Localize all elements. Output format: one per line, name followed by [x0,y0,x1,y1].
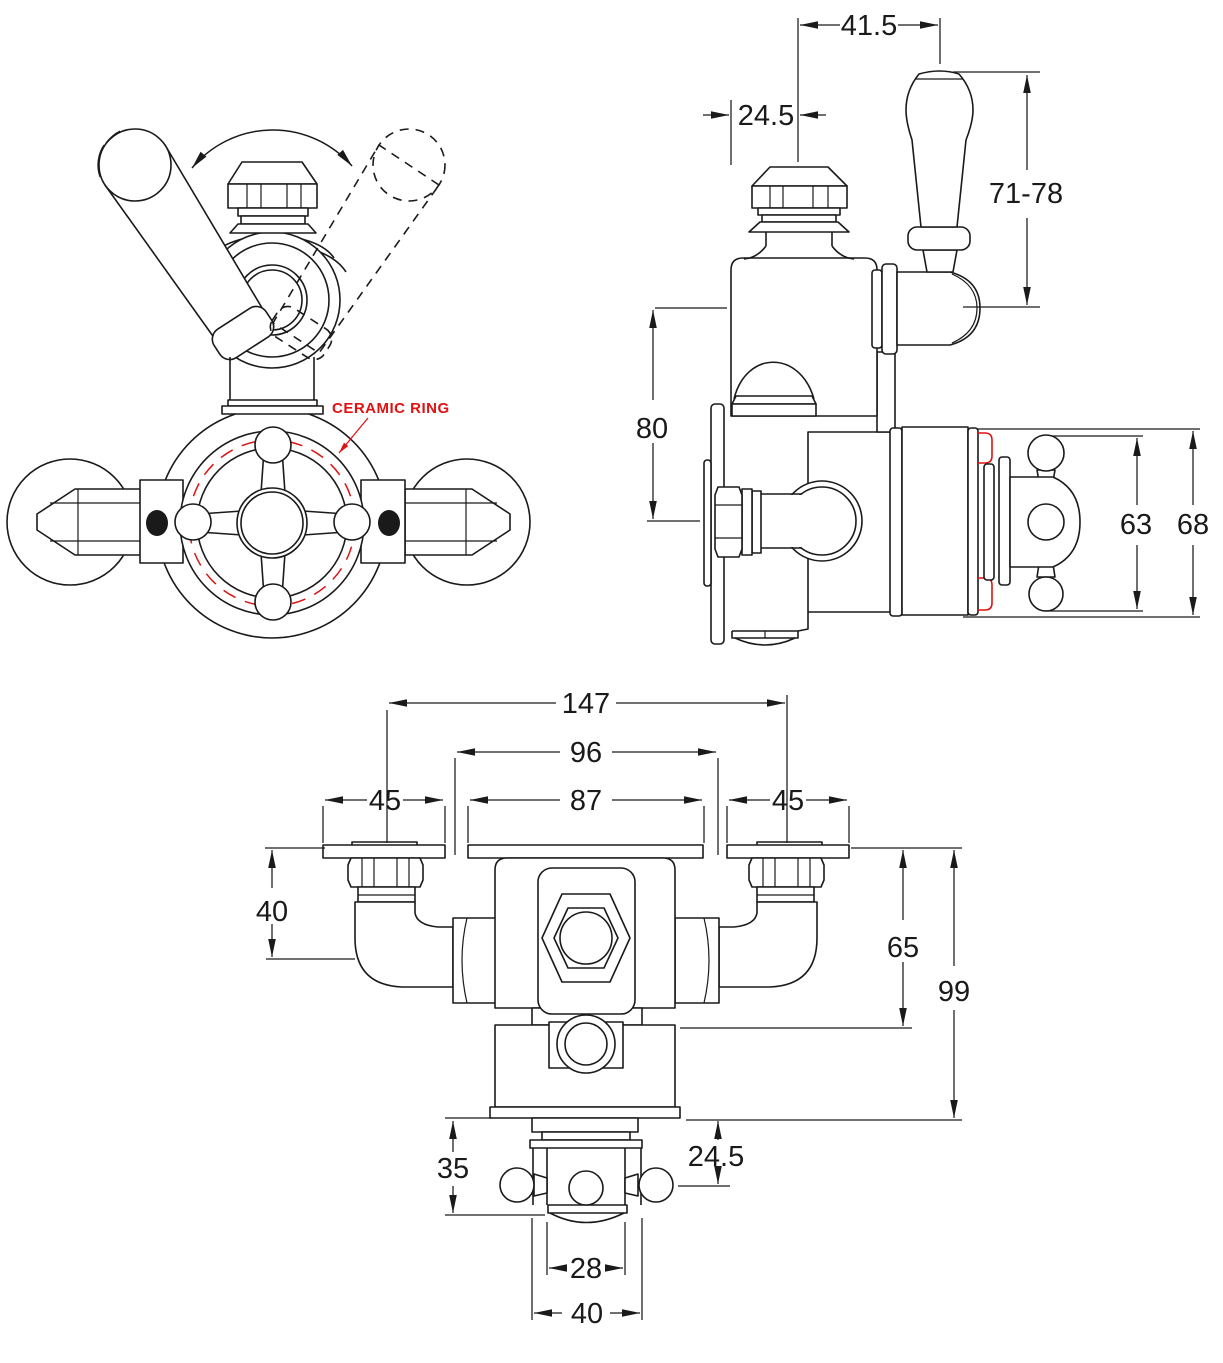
inlet-ring [752,491,761,553]
union-collar-ring [238,208,308,216]
handle-escutcheon-plate [999,457,1010,585]
cross-knob-bottom-side [1029,577,1063,611]
handle-plate [530,1140,642,1148]
wall-plate-right-edge [727,845,849,858]
body-base-flange [490,1107,680,1118]
cross-knob-right [334,504,370,540]
dim-87-label: 87 [569,785,603,817]
lever-handle-side [906,71,973,227]
dim-24-5-label: 24.5 [737,100,795,132]
dim-63-label: 63 [1119,509,1153,541]
outlet-ring-band [542,1132,630,1140]
top-outlet-tube [731,258,877,416]
wall-plate-edge-front [704,460,711,586]
side-view [636,10,1209,645]
lever-spindle-housing [897,272,980,345]
union-ring [758,208,840,215]
dim-35-label: 35 [436,1153,470,1185]
handle-escutcheon-plate [984,464,994,580]
tube-skirt [732,396,816,404]
neck-collar [228,400,317,406]
outlet-neck [532,1118,638,1132]
union-skirt-side [749,222,849,232]
neck-collar [222,406,323,414]
knob-neck [625,1174,638,1196]
cross-knob-center-bottom [569,1171,603,1205]
body-boss-right [675,918,719,1003]
inlet-collar [742,489,752,555]
tube-collar [732,404,816,416]
cartridge-flange [968,428,978,615]
union-nut-dome-side [752,167,847,186]
dim-80-label: 80 [635,413,669,445]
union-collar-ring [241,216,305,224]
cross-knob-top [255,427,291,463]
dim-96-label: 96 [569,737,603,769]
lever-knob-end [99,129,171,201]
body-boss-left [453,918,497,1003]
lever-stem [923,250,957,272]
cross-knob-left-bottom [500,1168,534,1202]
neck-fairing [832,246,854,259]
inlet-elbow-left [355,902,453,987]
dim-147-label: 147 [561,688,611,720]
body-step [877,352,895,432]
cartridge-flange [890,428,902,616]
knob-neck [534,1174,547,1196]
lever-boss-flange [872,270,882,348]
dim-71-78-label: 71-78 [988,178,1064,210]
bottom-view [256,688,970,1330]
union-ring [762,215,836,222]
handle-base-plate [548,1205,627,1213]
center-plate-edge [468,845,703,858]
inlet-hex-side [715,487,742,557]
dim-28-label: 28 [569,1253,603,1285]
union-nut-body [228,184,317,208]
retaining-clip-bottom [977,578,992,610]
cross-knob-right-bottom [639,1168,673,1202]
bottom-cap-arc [735,638,795,645]
lever-collar [908,227,970,250]
fixing-screw-right [378,510,400,536]
dim-41-5-label: 41.5 [840,10,898,42]
cross-knob-left [175,504,211,540]
wall-plate-left-edge [323,845,445,858]
cartridge-body [902,427,968,615]
inlet-hex-right-bottom [749,858,824,887]
union-skirt [230,224,316,233]
union-nut-dome [228,162,317,184]
ceramic-ring-label: CERAMIC RING [332,400,450,417]
fixing-screw-left [146,510,168,536]
cross-knob-front-side [1028,504,1064,540]
dim-45L-label: 45 [368,785,402,817]
inlet-hex-left-bottom [348,858,423,887]
dim-65-label: 65 [886,932,920,964]
dim-99-label: 99 [937,976,971,1008]
handle-dome-arc [550,1213,624,1223]
union-nut-body-side [752,186,847,208]
bottom-outlet-cap [732,612,808,638]
cross-knob-bottom [255,584,291,620]
cross-hub-inner [241,492,303,554]
dim-68-label: 68 [1176,509,1210,541]
front-view [7,129,530,638]
lever-boss-flange [882,264,897,354]
dim-40L-label: 40 [255,896,289,928]
neck-fairing [744,246,766,259]
port-bore [560,912,612,964]
outlet-bore [565,1023,607,1065]
dim-24-5B-label: 24.5 [687,1141,745,1173]
dim-40B-label: 40 [570,1298,604,1330]
cross-knob-top-side [1028,435,1064,471]
inlet-elbow-right [719,902,817,987]
retaining-clip-top [977,433,992,463]
dim-45R-label: 45 [771,785,805,817]
